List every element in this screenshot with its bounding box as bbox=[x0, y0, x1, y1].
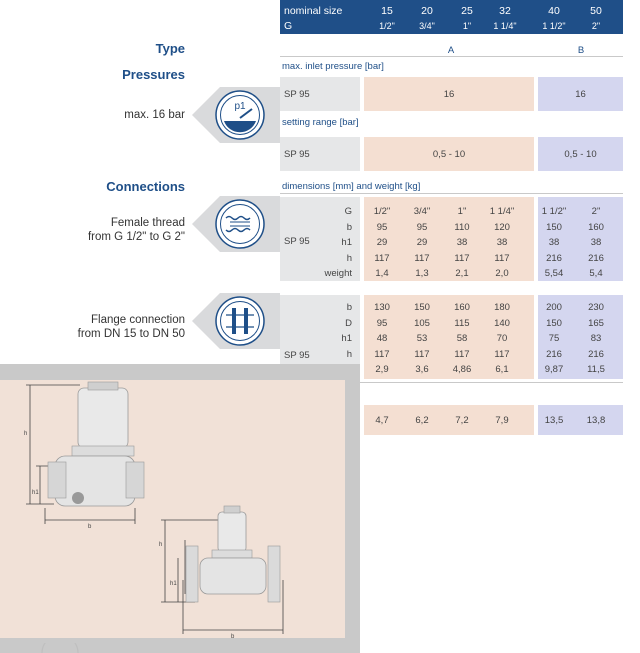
female-row-label: G bbox=[344, 206, 352, 217]
footer-circle-icon bbox=[40, 643, 80, 653]
threaded-valve-illustration bbox=[48, 382, 144, 506]
female-cell: 95 bbox=[416, 221, 428, 233]
setting-range-a: 0,5 - 10 bbox=[432, 149, 466, 160]
flange-cell: 117 bbox=[454, 348, 470, 360]
female-cell: 160 bbox=[588, 221, 604, 233]
flange-row-label: b bbox=[346, 302, 352, 313]
flange-line1: Flange connection bbox=[91, 314, 185, 326]
female-cell: 5,4 bbox=[589, 268, 603, 279]
flanged-valve-illustration bbox=[186, 506, 280, 602]
dim-label-h: h bbox=[24, 431, 28, 437]
female-cell: 117 bbox=[494, 252, 510, 264]
g-size-32: 1 1/4" bbox=[493, 21, 517, 31]
flange-cell: 2,9 bbox=[375, 364, 389, 375]
flange-row-label: h1 bbox=[341, 333, 352, 344]
flange-cell: 53 bbox=[416, 333, 428, 344]
female-cell: 5,54 bbox=[544, 268, 564, 279]
female-cell: 29 bbox=[416, 237, 428, 248]
pressure-gauge-icon bbox=[190, 87, 280, 143]
female-row-label: weight bbox=[324, 268, 352, 279]
female-row-label: h bbox=[346, 252, 352, 264]
kvs-cell: 13,8 bbox=[586, 415, 606, 426]
dim-label-h1: h1 bbox=[32, 490, 39, 496]
flange-cell: 83 bbox=[590, 333, 602, 344]
kvs-cell: 6,2 bbox=[415, 415, 429, 426]
flange-cell: 11,5 bbox=[587, 364, 605, 375]
flange-cell: 140 bbox=[494, 317, 510, 329]
flange-cell: 180 bbox=[494, 302, 510, 313]
type-b: B bbox=[577, 45, 585, 56]
flange-cell: 165 bbox=[588, 317, 604, 329]
flange-line2: from DN 15 to DN 50 bbox=[77, 328, 185, 340]
g-size-50: 2" bbox=[591, 21, 601, 31]
size-32: 32 bbox=[499, 5, 511, 17]
max-inlet-a: 16 bbox=[443, 89, 455, 100]
flange-cell: 115 bbox=[454, 317, 470, 329]
g-size-40: 1 1/2" bbox=[542, 21, 566, 31]
female-cell: 2" bbox=[591, 206, 601, 217]
female-cell: 3/4" bbox=[413, 206, 431, 217]
type-a: A bbox=[447, 45, 455, 56]
kvs-cell: 4,7 bbox=[375, 415, 389, 426]
connections-title: Connections bbox=[106, 179, 185, 194]
flange-dim-label-b: b bbox=[231, 634, 235, 638]
female-cell: 1 1/4" bbox=[489, 206, 515, 217]
female-cell: 2,0 bbox=[495, 268, 509, 279]
type-title: Type bbox=[155, 41, 185, 56]
setting-range-b: 0,5 - 10 bbox=[564, 149, 597, 160]
female-row-label: b bbox=[346, 221, 352, 233]
size-20: 20 bbox=[421, 5, 433, 17]
flange-row-label: h bbox=[346, 348, 352, 360]
female-cell: 1" bbox=[457, 206, 467, 217]
valve-dimension-diagram bbox=[0, 380, 345, 638]
kvs-cell: 7,2 bbox=[455, 415, 469, 426]
max-inlet-model: SP 95 bbox=[284, 89, 310, 100]
setting-range-title: setting range [bar] bbox=[282, 117, 359, 128]
female-row-label: h1 bbox=[341, 237, 352, 248]
female-cell: 38 bbox=[496, 237, 508, 248]
female-cell: 117 bbox=[414, 252, 430, 264]
female-cell: 216 bbox=[588, 252, 604, 264]
flange-model: SP 95 bbox=[284, 350, 310, 361]
flange-connection-icon bbox=[190, 293, 280, 349]
size-25: 25 bbox=[461, 5, 473, 17]
female-thread-icon bbox=[190, 196, 280, 252]
size-15: 15 bbox=[381, 5, 393, 17]
female-cell: 150 bbox=[546, 221, 562, 233]
flange-row-label: D bbox=[345, 317, 352, 329]
nominal-size-label: nominal size bbox=[284, 5, 343, 17]
flange-cell: 160 bbox=[454, 302, 470, 313]
flange-cell: 9,87 bbox=[544, 364, 564, 375]
flange-cell: 130 bbox=[374, 302, 390, 313]
setting-range-model: SP 95 bbox=[284, 149, 310, 160]
g-size-15: 1/2" bbox=[379, 21, 395, 31]
g-label: G bbox=[284, 20, 293, 32]
g-size-25: 1" bbox=[462, 21, 472, 31]
female-cell: 216 bbox=[546, 252, 562, 264]
flange-cell: 95 bbox=[376, 317, 388, 329]
size-40: 40 bbox=[548, 5, 560, 17]
female-cell: 117 bbox=[374, 252, 390, 264]
flange-dim-label-h1: h1 bbox=[170, 581, 177, 587]
flange-cell: 216 bbox=[546, 348, 562, 360]
flange-cell: 75 bbox=[548, 333, 560, 344]
female-cell: 38 bbox=[548, 237, 560, 248]
flange-cell: 70 bbox=[496, 333, 508, 344]
female-cell: 110 bbox=[454, 221, 470, 233]
female-cell: 38 bbox=[456, 237, 468, 248]
female-cell: 117 bbox=[454, 252, 470, 264]
max-inlet-b: 16 bbox=[575, 89, 586, 100]
pressure-feature: max. 16 bar bbox=[124, 109, 185, 121]
female-cell: 1 1/2" bbox=[541, 206, 567, 217]
flange-cell: 200 bbox=[546, 302, 562, 313]
female-cell: 1,3 bbox=[415, 268, 429, 279]
pressures-title: Pressures bbox=[122, 67, 185, 82]
kvs-cell: 7,9 bbox=[495, 415, 509, 426]
g-size-20: 3/4" bbox=[419, 21, 435, 31]
flange-cell: 58 bbox=[456, 333, 468, 344]
female-cell: 29 bbox=[376, 237, 388, 248]
female-cell: 1,4 bbox=[375, 268, 389, 279]
flange-cell: 230 bbox=[588, 302, 604, 313]
flange-cell: 150 bbox=[546, 317, 562, 329]
flange-cell: 6,1 bbox=[495, 364, 509, 375]
female-thread-line1: Female thread bbox=[110, 217, 185, 229]
female-cell: 2,1 bbox=[455, 268, 469, 279]
flange-cell: 117 bbox=[374, 348, 390, 360]
female-cell: 1/2" bbox=[373, 206, 391, 217]
flange-cell: 117 bbox=[494, 348, 510, 360]
dim-label-b: b bbox=[88, 524, 92, 530]
kvs-cell: 13,5 bbox=[544, 415, 564, 426]
flange-cell: 150 bbox=[414, 302, 430, 313]
flange-cell: 48 bbox=[376, 333, 388, 344]
female-thread-line2: from G 1/2" to G 2" bbox=[87, 231, 185, 243]
flange-cell: 3,6 bbox=[415, 364, 429, 375]
female-cell: 38 bbox=[590, 237, 602, 248]
flange-cell: 4,86 bbox=[452, 364, 472, 375]
female-model: SP 95 bbox=[284, 236, 310, 247]
max-inlet-title: max. inlet pressure [bar] bbox=[282, 61, 384, 72]
flange-cell: 117 bbox=[414, 348, 430, 360]
flange-dim-label-h: h bbox=[159, 542, 163, 548]
female-cell: 95 bbox=[376, 221, 388, 233]
table-header bbox=[280, 0, 623, 34]
gauge-label: p1 bbox=[234, 101, 246, 112]
dimensions-title: dimensions [mm] and weight [kg] bbox=[282, 181, 421, 192]
female-cell: 120 bbox=[494, 221, 510, 233]
flange-cell: 105 bbox=[414, 317, 430, 329]
size-50: 50 bbox=[590, 5, 602, 17]
flange-cell: 216 bbox=[588, 348, 604, 360]
